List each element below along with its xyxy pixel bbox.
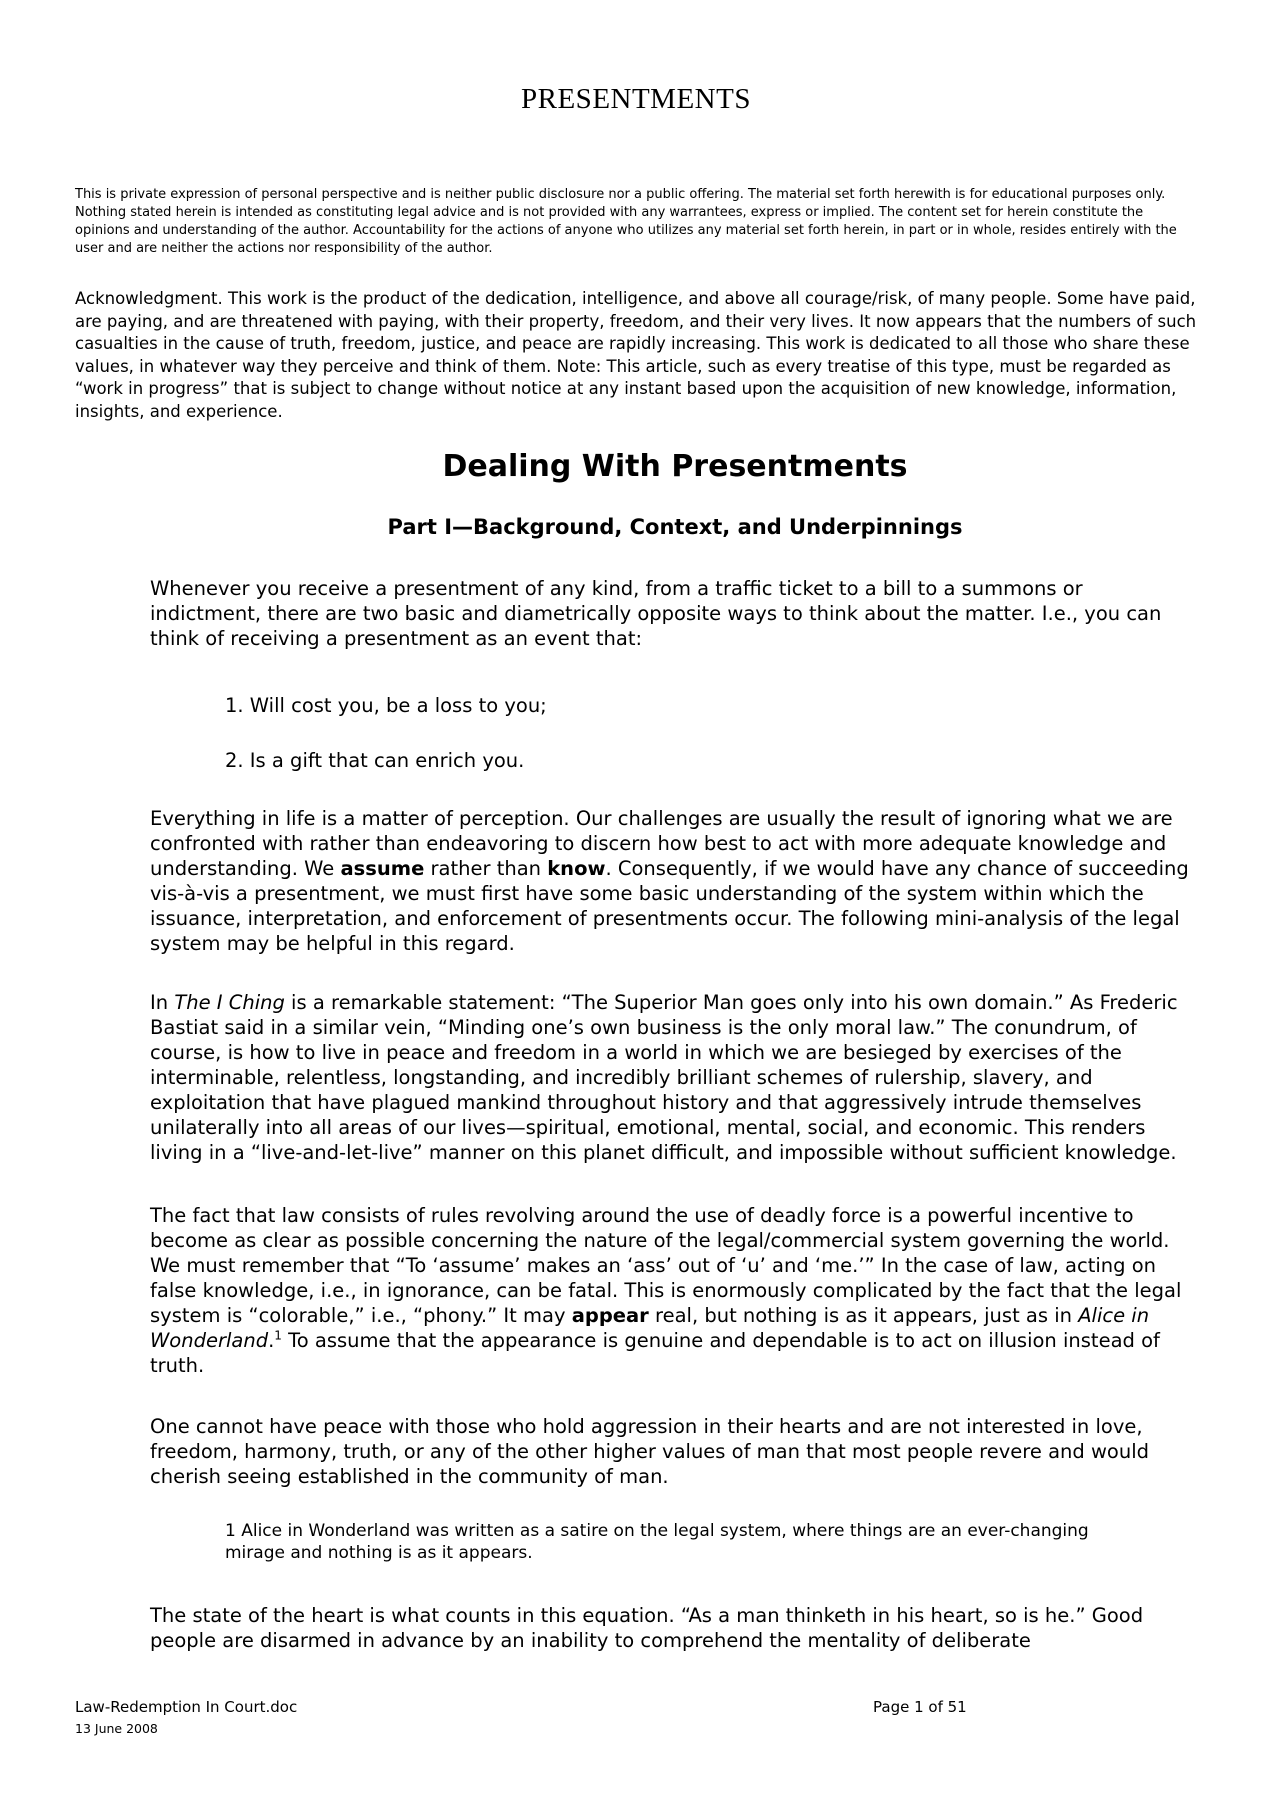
law-force-paragraph: The fact that law consists of rules revolving around the use of deadly force is a powerful incentive to become as clear as possible concerning the nature of the legal/commercial system governing the world. We must remember that “To ‘assume’ makes an ‘ass’ out of ‘u’ and ‘me.’” In the case of law, acting on false knowledge, i.e., in ignorance, can be fatal. This is enormously complicated by the fact that the legal system is “colorable,” i.e., “phony.” It may appear real, but nothing is as it appears, just as in Alice in Wonderland.$^1$ To assume that the appearance is genuine and dependable is to act on illusion instead of truth. bbox=[150, 1204, 1182, 1377]
footer-page-number: Page 1 of 51 bbox=[873, 1698, 967, 1716]
body-column bbox=[150, 576, 1200, 1653]
heart-paragraph: The state of the heart is what counts in this equation. “As a man thinketh in his heart, so is he.” Good people are disarmed in advance by an inability to comprehend the mentality of deliberate bbox=[150, 1604, 1144, 1652]
intro-paragraph: Whenever you receive a presentment of any kind, from a traffic ticket to a bill to a summons or indictment, there are two basic and diametrically opposite ways to think about the matter. I.e., you can think of receiving a presentment as an event that: bbox=[150, 577, 1162, 650]
part-heading: Part I—Background, Context, and Underpinnings bbox=[387, 515, 963, 539]
i-ching-paragraph: In The I Ching is a remarkable statement: “The Superior Man goes only into his own domain.” As Frederic Bastiat said in a similar vein, “Minding one’s own business is the only moral law.” The conundrum, of course, is how to live in peace and freedom in a world in which we are besieged by exercises of the interminable, relentless, longstanding, and incredibly brilliant schemes of rulership, slavery, and exploitation that have plagued mankind throughout history and that aggressively intrude themselves unilaterally into all areas of our lives—spiritual, emotional, mental, social, and economic. This renders living in a “live-and-let-live” manner on this planet difficult, and impossible without sufficient knowledge. bbox=[150, 991, 1178, 1164]
main-heading: Dealing With Presentments bbox=[442, 449, 908, 484]
acknowledgment-paragraph: Acknowledgment. This work is the product of the dedication, intelligence, and above all courage/risk, of many people. Some have paid, are paying, and are threatened with paying, with their property, freedom, and their very lives. It now appears that the numbers of such casualties in the cause of truth, freedom, justice, and peace are rapidly increasing. This work is dedicated to all those who share these values, in whatever way they perceive and think of them. Note: This article, such as every treatise of this type, must be regarded as “work in progress” that is subject to change without notice at any instant based upon the acquisition of new knowledge, information, insights, and experience. bbox=[75, 289, 1197, 421]
footer-doc-name: Law-Redemption In Court.doc bbox=[75, 1698, 298, 1716]
perception-paragraph: Everything in life is a matter of perception. Our challenges are usually the result of ignoring what we are confronted with rather than endeavoring to discern how best to act with more adequate knowledge and understanding. We assume rather than know. Consequently, if we would have any chance of succeeding vis-à-vis a presentment, we must first have some basic understanding of the system within which the issuance, interpretation, and enforcement of presentments occur. The following mini-analysis of the legal system may be helpful in this regard. bbox=[150, 807, 1189, 955]
footnote-1: 1 Alice in Wonderland was written as a satire on the legal system, where things are an ever-changing mirage and nothing is as it appears. bbox=[225, 1521, 1089, 1563]
peace-paragraph: One cannot have peace with those who hold aggression in their hearts and are not interested in love, freedom, harmony, truth, or any of the other higher values of man that most people revere and would cherish seeing established in the community of man. bbox=[150, 1415, 1150, 1488]
document-title: PRESENTMENTS bbox=[521, 83, 751, 115]
footer-date: 13 June 2008 bbox=[75, 1721, 158, 1736]
list-item-1: 1. Will cost you, be a loss to you; bbox=[225, 694, 547, 717]
list-item-2: 2. Is a gift that can enrich you. bbox=[225, 749, 525, 772]
disclaimer-paragraph: This is private expression of personal perspective and is neither public disclosure nor a public offering. The material set forth herewith is for educational purposes only. Nothing stated herein is intended as constituting legal advice and is not provided with any warrantees, express or implied. The content set for herein constitute the opinions and understanding of the author. Accountability for the actions of anyone who utilizes any material set forth herein, in part or in whole, resides entirely with the user and are neither the actions nor responsibility of the author. bbox=[75, 187, 1177, 256]
